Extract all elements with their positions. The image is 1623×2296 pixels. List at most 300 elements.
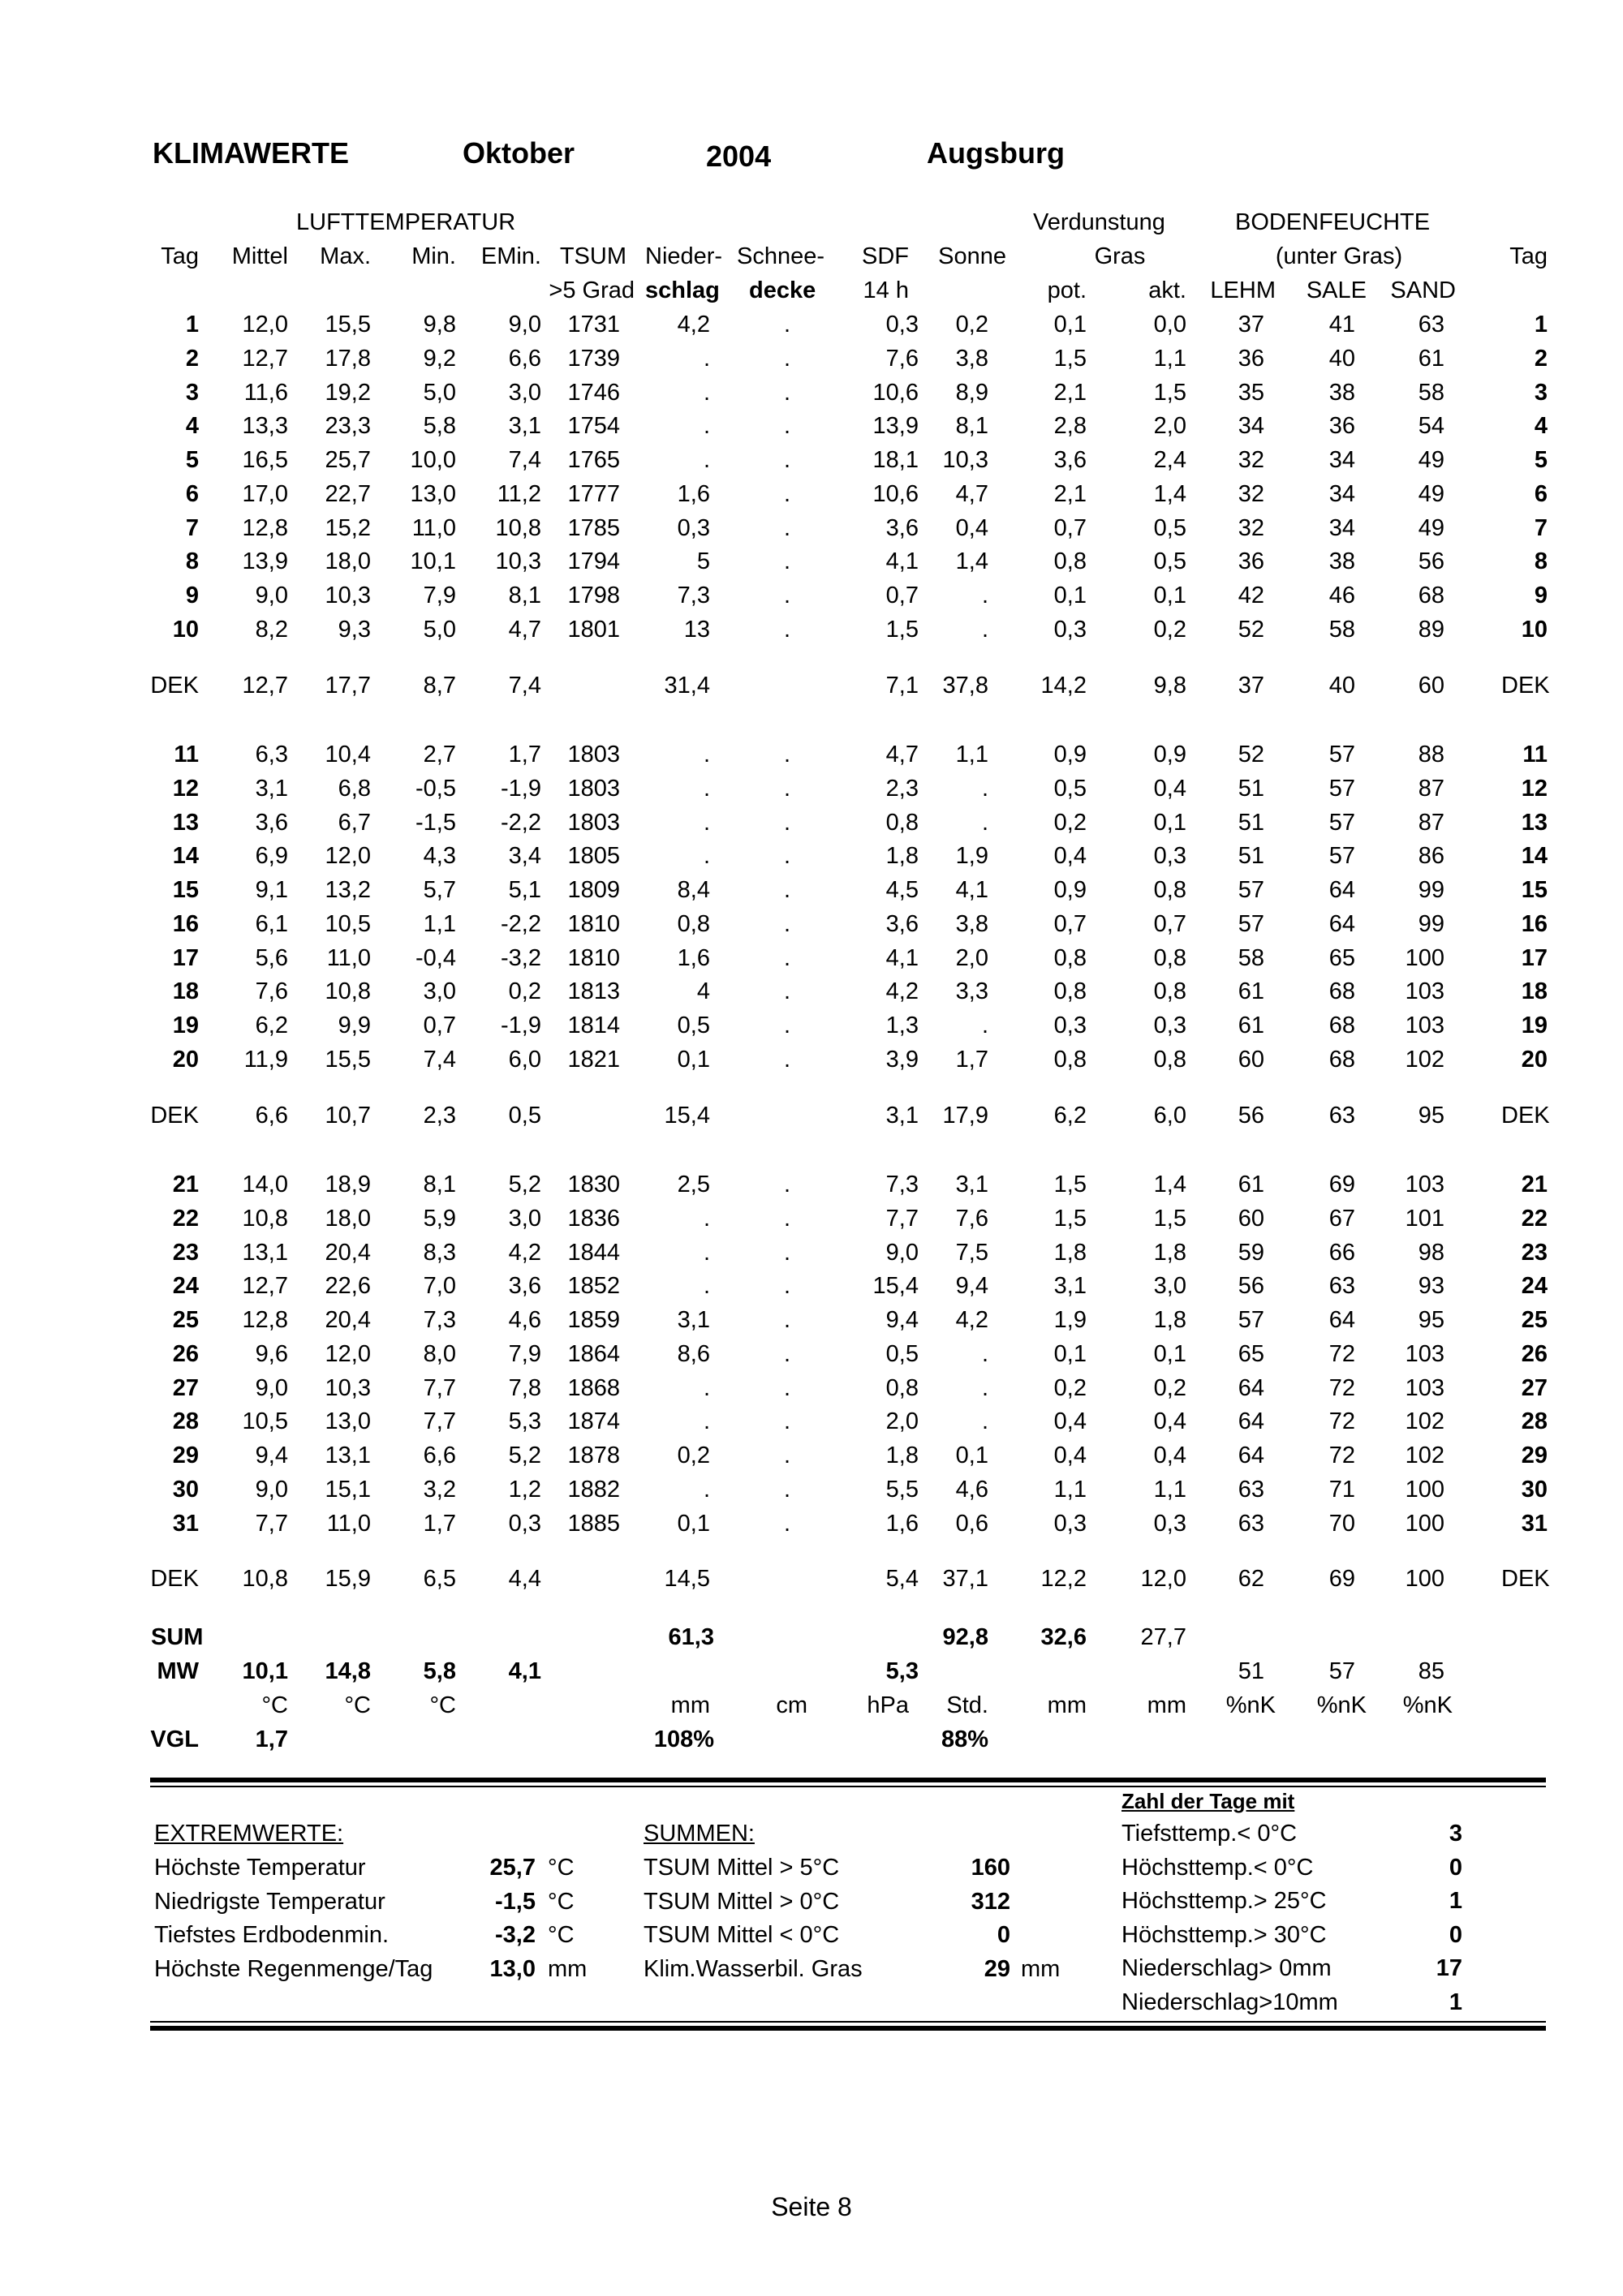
cell-tag: 9: [185, 583, 199, 608]
cell-max: 18,0: [325, 548, 371, 574]
header-unter-gras: (unter Gras): [1275, 243, 1403, 269]
cell-nieder: .: [703, 843, 710, 869]
cell-sand: 100: [1405, 1511, 1444, 1537]
unit-sdf: hPa: [867, 1692, 909, 1718]
cell-tag-right: 30: [1521, 1477, 1548, 1503]
tage-value: 17: [1436, 1955, 1462, 1981]
cell-tag-right: 12: [1521, 776, 1548, 802]
cell-mittel: 6,1: [255, 911, 288, 937]
unit-pot: mm: [1047, 1692, 1087, 1718]
cell-sdf: 7,7: [885, 1206, 919, 1232]
cell-nieder: 5: [696, 548, 710, 574]
cell-akt: 0,1: [1153, 1341, 1186, 1367]
page-number: Seite 8: [771, 2192, 852, 2221]
cell-mittel: 9,4: [255, 1443, 288, 1468]
cell-sale: 57: [1328, 810, 1355, 836]
cell-schnee: .: [783, 346, 790, 372]
cell-tag-right: 17: [1521, 945, 1548, 971]
cell-schnee: .: [783, 810, 790, 836]
cell-nieder: 8,6: [677, 1341, 710, 1367]
cell-schnee: .: [783, 843, 790, 869]
cell-emin: 7,9: [508, 1341, 541, 1367]
cell-mittel: 6,3: [255, 742, 288, 767]
header-nieder: Nieder-: [645, 243, 723, 269]
cell-akt: 0,4: [1153, 776, 1186, 802]
header-sonne: Sonne: [938, 243, 1006, 269]
cell-lehm: 58: [1238, 945, 1264, 971]
cell-nieder: .: [703, 380, 710, 406]
cell-tag: DEK: [150, 1103, 199, 1129]
cell-akt: 0,1: [1153, 583, 1186, 608]
cell-tag: 6: [185, 481, 199, 507]
cell-pot: 6,2: [1053, 1103, 1087, 1129]
cell-min: 7,3: [423, 1307, 456, 1333]
cell-schnee: .: [783, 380, 790, 406]
cell-schnee: .: [783, 1341, 790, 1367]
cell-min: 8,3: [423, 1240, 456, 1266]
unit-min: °C: [429, 1692, 456, 1718]
cell-emin: 4,2: [508, 1240, 541, 1266]
cell-pot: 2,8: [1053, 413, 1087, 439]
cell-akt: 2,4: [1153, 447, 1186, 473]
header-emin: EMin.: [480, 243, 541, 269]
cell-mittel: 9,0: [255, 583, 288, 608]
cell-sdf: 9,0: [885, 1240, 919, 1266]
cell-lehm: 51: [1238, 843, 1264, 869]
cell-sand: 49: [1418, 447, 1444, 473]
cell-schnee: .: [783, 1443, 790, 1468]
header-min: Min.: [411, 243, 456, 269]
mw-row-mittel: 10,1: [242, 1658, 288, 1684]
cell-tag-right: 31: [1521, 1511, 1548, 1537]
cell-emin: 6,6: [508, 346, 541, 372]
cell-schnee: .: [783, 911, 790, 937]
cell-mittel: 12,8: [242, 515, 288, 541]
summary-top-rule-thick: [150, 1778, 1546, 1782]
cell-tsum: 1885: [567, 1511, 620, 1537]
cell-mittel: 12,7: [242, 346, 288, 372]
cell-sale: 64: [1328, 1307, 1355, 1333]
cell-max: 22,7: [325, 481, 371, 507]
vgl-row-sonne: 88%: [941, 1726, 988, 1752]
cell-akt: 1,8: [1153, 1307, 1186, 1333]
cell-lehm: 37: [1238, 312, 1264, 338]
cell-pot: 0,8: [1053, 945, 1087, 971]
cell-lehm: 65: [1238, 1341, 1264, 1367]
cell-min: 0,7: [423, 1013, 456, 1038]
cell-tag-right: 25: [1521, 1307, 1548, 1333]
cell-sand: 58: [1418, 380, 1444, 406]
cell-sdf: 10,6: [872, 380, 919, 406]
cell-schnee: .: [783, 1408, 790, 1434]
cell-sand: 61: [1418, 346, 1444, 372]
cell-tag-right: 21: [1521, 1172, 1548, 1197]
cell-sdf: 3,1: [885, 1103, 919, 1129]
cell-sand: 98: [1418, 1240, 1444, 1266]
cell-pot: 0,7: [1053, 911, 1087, 937]
cell-akt: 0,8: [1153, 877, 1186, 903]
cell-tag: 18: [172, 978, 199, 1004]
cell-tsum: 1803: [567, 742, 620, 767]
cell-tsum: 1809: [567, 877, 620, 903]
cell-tag: 23: [172, 1240, 199, 1266]
tage-heading: Zahl der Tage mit: [1121, 1789, 1295, 1813]
cell-akt: 1,8: [1153, 1240, 1186, 1266]
cell-sand: 60: [1418, 673, 1444, 699]
mw-row-emin: 4,1: [508, 1658, 541, 1684]
cell-sdf: 3,6: [885, 911, 919, 937]
cell-pot: 3,1: [1053, 1273, 1087, 1299]
cell-sonne: 0,4: [955, 515, 988, 541]
sum-row-sonne: 92,8: [942, 1624, 988, 1650]
extremwerte-value: 25,7: [489, 1855, 536, 1881]
cell-sand: 54: [1418, 413, 1444, 439]
cell-sale: 40: [1328, 346, 1355, 372]
vgl-row-mittel: 1,7: [255, 1726, 288, 1752]
cell-sonne: 8,1: [955, 413, 988, 439]
cell-mittel: 11,9: [243, 1047, 288, 1073]
cell-tag: 21: [172, 1172, 199, 1197]
cell-sdf: 1,8: [885, 843, 919, 869]
cell-akt: 0,2: [1153, 617, 1186, 643]
cell-pot: 1,1: [1053, 1477, 1087, 1503]
cell-nieder: .: [703, 1273, 710, 1299]
cell-nieder: 0,8: [677, 911, 710, 937]
cell-tag-right: 10: [1521, 617, 1548, 643]
cell-tag: 29: [172, 1443, 199, 1468]
cell-emin: 7,4: [508, 447, 541, 473]
cell-sdf: 10,6: [872, 481, 919, 507]
cell-schnee: .: [783, 1013, 790, 1038]
cell-lehm: 60: [1238, 1206, 1264, 1232]
summen-label: TSUM Mittel > 5°C: [644, 1855, 840, 1881]
extremwerte-label: Niedrigste Temperatur: [154, 1889, 385, 1915]
cell-min: 1,1: [423, 911, 456, 937]
summen-label: Klim.Wasserbil. Gras: [644, 1956, 863, 1982]
cell-sale: 72: [1328, 1443, 1355, 1468]
cell-tsum: 1859: [567, 1307, 620, 1333]
cell-mittel: 10,8: [242, 1206, 288, 1232]
cell-emin: 0,2: [508, 978, 541, 1004]
cell-max: 11,0: [326, 945, 371, 971]
vgl-row-label: VGL: [150, 1726, 199, 1752]
cell-tag-right: DEK: [1501, 673, 1550, 699]
cell-schnee: .: [783, 515, 790, 541]
cell-emin: 3,0: [508, 1206, 541, 1232]
header-gras: Gras: [1094, 243, 1146, 269]
unit-sand: %nK: [1402, 1692, 1453, 1718]
cell-tag: 28: [172, 1408, 199, 1434]
extremwerte-value: -1,5: [495, 1889, 536, 1915]
cell-sale: 72: [1328, 1341, 1355, 1367]
cell-sdf: 3,6: [885, 515, 919, 541]
cell-schnee: .: [783, 413, 790, 439]
cell-tsum: 1810: [567, 911, 620, 937]
cell-sand: 87: [1418, 810, 1444, 836]
extremwerte-label: Tiefstes Erdbodenmin.: [154, 1922, 390, 1948]
cell-lehm: 57: [1238, 1307, 1264, 1333]
sum-row-pot: 32,6: [1040, 1624, 1087, 1650]
cell-sale: 68: [1328, 1013, 1355, 1038]
cell-tag: 27: [172, 1375, 199, 1401]
cell-nieder: 8,4: [677, 877, 710, 903]
cell-min: 8,1: [423, 1172, 456, 1197]
cell-sale: 70: [1328, 1511, 1355, 1537]
cell-sonne: 1,9: [955, 843, 988, 869]
cell-lehm: 57: [1238, 911, 1264, 937]
mw-row-max: 14,8: [325, 1658, 371, 1684]
cell-nieder: .: [703, 1477, 710, 1503]
summary-top-rule-thin: [150, 1786, 1546, 1787]
cell-sand: 103: [1405, 1172, 1444, 1197]
cell-schnee: .: [783, 1206, 790, 1232]
cell-nieder: .: [703, 742, 710, 767]
cell-schnee: .: [783, 1477, 790, 1503]
cell-nieder: .: [703, 776, 710, 802]
cell-mittel: 11,6: [243, 380, 288, 406]
cell-akt: 0,5: [1153, 548, 1186, 574]
cell-emin: -2,2: [501, 911, 541, 937]
cell-tsum: 1864: [567, 1341, 620, 1367]
cell-min: 10,0: [410, 447, 456, 473]
cell-sonne: 10,3: [942, 447, 988, 473]
cell-sale: 71: [1328, 1477, 1355, 1503]
cell-emin: 7,8: [508, 1375, 541, 1401]
cell-mittel: 7,7: [255, 1511, 288, 1537]
cell-tsum: 1803: [567, 776, 620, 802]
cell-akt: 2,0: [1153, 413, 1186, 439]
summen-value: 312: [971, 1889, 1010, 1915]
extremwerte-value: 13,0: [489, 1956, 536, 1982]
cell-pot: 0,4: [1053, 843, 1087, 869]
cell-schnee: .: [783, 548, 790, 574]
mw-row-sale: 57: [1328, 1658, 1355, 1684]
cell-min: -0,4: [415, 945, 456, 971]
cell-sand: 99: [1418, 911, 1444, 937]
cell-tag: 8: [185, 548, 199, 574]
cell-sale: 34: [1328, 481, 1355, 507]
cell-schnee: .: [783, 776, 790, 802]
cell-nieder: 0,3: [677, 515, 710, 541]
summen-value: 160: [971, 1855, 1010, 1881]
cell-nieder: 4: [696, 978, 710, 1004]
cell-pot: 1,9: [1053, 1307, 1087, 1333]
cell-lehm: 36: [1238, 548, 1264, 574]
cell-mittel: 17,0: [242, 481, 288, 507]
cell-sonne: .: [981, 776, 988, 802]
cell-emin: 4,4: [508, 1566, 541, 1592]
cell-emin: -2,2: [501, 810, 541, 836]
cell-schnee: .: [783, 1273, 790, 1299]
cell-tag-right: 23: [1521, 1240, 1548, 1266]
cell-tag: 5: [185, 447, 199, 473]
cell-sale: 36: [1328, 413, 1355, 439]
cell-sonne: 7,6: [955, 1206, 988, 1232]
cell-akt: 1,1: [1153, 346, 1186, 372]
tage-label: Niederschlag>10mm: [1121, 1989, 1338, 2015]
cell-sale: 72: [1328, 1375, 1355, 1401]
cell-pot: 1,8: [1053, 1240, 1087, 1266]
cell-sonne: 7,5: [955, 1240, 988, 1266]
cell-sonne: 4,7: [955, 481, 988, 507]
cell-emin: 7,4: [508, 673, 541, 699]
cell-min: 10,1: [410, 548, 456, 574]
cell-sdf: 13,9: [872, 413, 919, 439]
unit-lehm: %nK: [1225, 1692, 1276, 1718]
cell-sonne: 4,6: [955, 1477, 988, 1503]
cell-max: 20,4: [325, 1307, 371, 1333]
cell-sonne: 4,2: [955, 1307, 988, 1333]
cell-tag-right: 27: [1521, 1375, 1548, 1401]
cell-sand: 103: [1405, 1375, 1444, 1401]
header-sand: SAND: [1390, 277, 1456, 303]
cell-sale: 64: [1328, 911, 1355, 937]
cell-sonne: 9,4: [955, 1273, 988, 1299]
cell-pot: 1,5: [1053, 346, 1087, 372]
cell-tag: 24: [172, 1273, 199, 1299]
cell-pot: 0,2: [1053, 810, 1087, 836]
cell-sonne: 1,1: [955, 742, 988, 767]
cell-emin: -1,9: [501, 776, 541, 802]
cell-lehm: 56: [1238, 1273, 1264, 1299]
cell-sale: 57: [1328, 843, 1355, 869]
cell-max: 22,6: [325, 1273, 371, 1299]
cell-max: 10,4: [325, 742, 371, 767]
cell-min: 6,5: [423, 1566, 456, 1592]
cell-emin: 0,3: [508, 1511, 541, 1537]
cell-nieder: 31,4: [664, 673, 710, 699]
cell-tag: 26: [172, 1341, 199, 1367]
cell-max: 10,3: [325, 1375, 371, 1401]
cell-tag-right: 8: [1534, 548, 1548, 574]
cell-tsum: 1798: [567, 583, 620, 608]
cell-emin: 5,3: [508, 1408, 541, 1434]
cell-tsum: 1814: [567, 1013, 620, 1038]
cell-nieder: .: [703, 1240, 710, 1266]
cell-sonne: 0,1: [955, 1443, 988, 1468]
cell-sonne: 2,0: [955, 945, 988, 971]
cell-akt: 9,8: [1153, 673, 1186, 699]
cell-tag: 1: [185, 312, 199, 338]
cell-sand: 95: [1418, 1307, 1444, 1333]
cell-nieder: .: [703, 346, 710, 372]
cell-sonne: 4,1: [955, 877, 988, 903]
cell-nieder: 13: [683, 617, 710, 643]
cell-nieder: 7,3: [677, 583, 710, 608]
cell-schnee: .: [783, 1172, 790, 1197]
summen-heading: SUMMEN:: [644, 1821, 755, 1847]
cell-sale: 68: [1328, 978, 1355, 1004]
cell-min: 8,7: [423, 673, 456, 699]
cell-sand: 89: [1418, 617, 1444, 643]
cell-lehm: 61: [1238, 1172, 1264, 1197]
cell-min: 1,7: [423, 1511, 456, 1537]
cell-lehm: 59: [1238, 1240, 1264, 1266]
cell-pot: 0,4: [1053, 1408, 1087, 1434]
cell-lehm: 35: [1238, 380, 1264, 406]
cell-sale: 38: [1328, 548, 1355, 574]
cell-sonne: 0,2: [955, 312, 988, 338]
cell-tag-right: 7: [1534, 515, 1548, 541]
cell-sale: 58: [1328, 617, 1355, 643]
extremwerte-unit: °C: [548, 1922, 575, 1948]
cell-sdf: 2,0: [885, 1408, 919, 1434]
cell-sale: 67: [1328, 1206, 1355, 1232]
cell-pot: 0,8: [1053, 978, 1087, 1004]
cell-sale: 34: [1328, 515, 1355, 541]
header-tag: Tag: [161, 243, 199, 269]
cell-sdf: 2,3: [885, 776, 919, 802]
cell-sonne: 37,8: [942, 673, 988, 699]
cell-tag: 10: [172, 617, 199, 643]
cell-nieder: 1,6: [677, 481, 710, 507]
cell-sale: 65: [1328, 945, 1355, 971]
cell-lehm: 61: [1238, 1013, 1264, 1038]
cell-lehm: 63: [1238, 1477, 1264, 1503]
cell-sdf: 1,3: [885, 1013, 919, 1038]
cell-schnee: .: [783, 978, 790, 1004]
cell-tsum: 1754: [567, 413, 620, 439]
cell-pot: 0,3: [1053, 1013, 1087, 1038]
cell-nieder: 14,5: [664, 1566, 710, 1592]
cell-emin: 1,7: [508, 742, 541, 767]
cell-pot: 0,3: [1053, 617, 1087, 643]
extremwerte-value: -3,2: [495, 1922, 536, 1948]
cell-max: 23,3: [325, 413, 371, 439]
cell-pot: 2,1: [1053, 380, 1087, 406]
cell-sdf: 1,5: [885, 617, 919, 643]
cell-nieder: 1,6: [677, 945, 710, 971]
cell-akt: 0,7: [1153, 911, 1186, 937]
cell-akt: 1,4: [1153, 481, 1186, 507]
cell-min: 11,0: [411, 515, 456, 541]
cell-max: 15,5: [325, 312, 371, 338]
tage-value: 0: [1449, 1922, 1462, 1948]
summen-unit: mm: [1021, 1956, 1061, 1982]
cell-pot: 0,8: [1053, 548, 1087, 574]
cell-schnee: .: [783, 583, 790, 608]
cell-sonne: 8,9: [955, 380, 988, 406]
cell-akt: 0,1: [1153, 810, 1186, 836]
cell-tag-right: 22: [1521, 1206, 1548, 1232]
cell-tag: 20: [172, 1047, 199, 1073]
cell-min: -1,5: [415, 810, 456, 836]
tage-label: Tiefsttemp.< 0°C: [1121, 1821, 1298, 1847]
cell-pot: 0,9: [1053, 742, 1087, 767]
tage-label: Höchsttemp.> 30°C: [1121, 1922, 1327, 1948]
cell-sand: 86: [1418, 843, 1444, 869]
cell-sdf: 4,5: [885, 877, 919, 903]
cell-tag: DEK: [150, 673, 199, 699]
cell-tsum: 1794: [567, 548, 620, 574]
cell-lehm: 32: [1238, 481, 1264, 507]
cell-nieder: 0,2: [677, 1443, 710, 1468]
cell-max: 17,8: [325, 346, 371, 372]
cell-tsum: 1813: [567, 978, 620, 1004]
cell-lehm: 52: [1238, 742, 1264, 767]
cell-nieder: .: [703, 810, 710, 836]
cell-max: 6,7: [338, 810, 371, 836]
tage-value: 1: [1449, 1989, 1462, 2015]
cell-sale: 69: [1328, 1566, 1355, 1592]
tage-value: 0: [1449, 1855, 1462, 1881]
cell-nieder: 2,5: [677, 1172, 710, 1197]
cell-sdf: 0,5: [885, 1341, 919, 1367]
cell-tag: 13: [172, 810, 199, 836]
cell-lehm: 32: [1238, 447, 1264, 473]
cell-sale: 57: [1328, 742, 1355, 767]
cell-akt: 1,4: [1153, 1172, 1186, 1197]
